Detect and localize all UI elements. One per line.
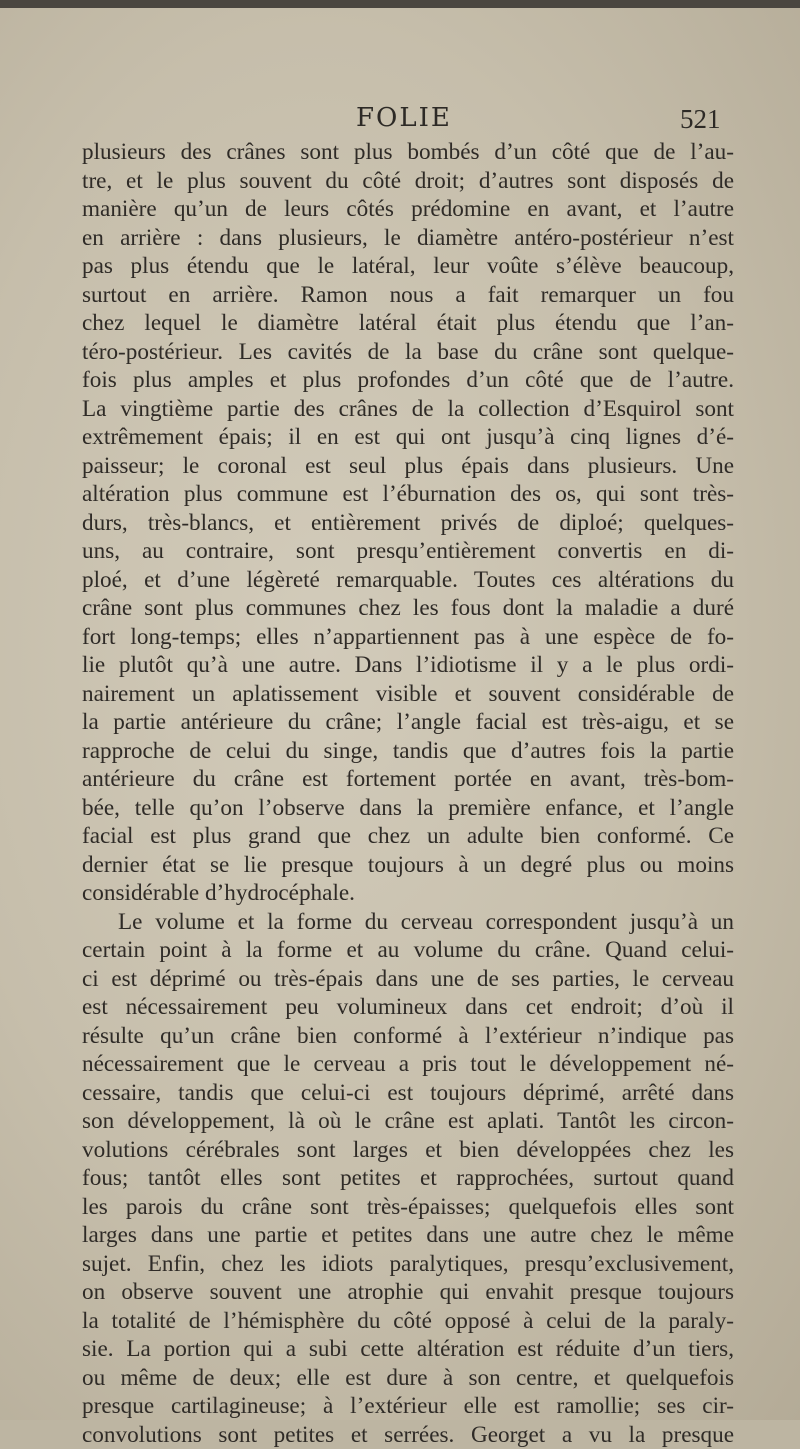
page-header xyxy=(0,103,800,137)
text-line: larges dans une partie et petites dans une autre chez le même xyxy=(82,1221,734,1250)
text-line: bée, telle qu’on l’observe dans la première enfance, et l’angle xyxy=(82,794,734,823)
text-line: certain point à la forme et au volume du crâne. Quand celui- xyxy=(82,936,734,965)
text-line: extrêmement épais; il en est qui ont jusqu’à cinq lignes d’é- xyxy=(82,423,734,452)
top-edge-shadow xyxy=(0,0,800,8)
text-line: chez lequel le diamètre latéral était plus étendu que l’an- xyxy=(82,309,734,338)
text-line: facial est plus grand que chez un adulte bien conformé. Ce xyxy=(82,822,734,851)
text-line: Le volume et la forme du cerveau correspondent jusqu’à un xyxy=(82,908,734,937)
text-line: presque cartilagineuse; à l’extérieur elle est ramollie; ses cir- xyxy=(82,1392,734,1421)
text-line: sujet. Enfin, chez les idiots paralytiques, presqu’exclusivement, xyxy=(82,1250,734,1279)
text-line: paisseur; le coronal est seul plus épais dans plusieurs. Une xyxy=(82,452,734,481)
text-line: ploé, et d’une légèreté remarquable. Toutes ces altérations du xyxy=(82,566,734,595)
text-line: altération plus commune est l’éburnation des os, qui sont très- xyxy=(82,480,734,509)
text-line: pas plus étendu que le latéral, leur voûte s’élève beaucoup, xyxy=(82,252,734,281)
text-line: dernier état se lie presque toujours à un degré plus ou moins xyxy=(82,851,734,880)
text-line: on observe souvent une atrophie qui envahit presque toujours xyxy=(82,1278,734,1307)
text-line: la totalité de l’hémisphère du côté opposé à celui de la paraly- xyxy=(82,1307,734,1336)
text-line: volutions cérébrales sont larges et bien développées chez les xyxy=(82,1136,734,1165)
body-text xyxy=(82,138,734,1449)
text-line: est nécessairement peu volumineux dans cet endroit; d’où il xyxy=(82,993,734,1022)
text-line: fois plus amples et plus profondes d’un côté que de l’autre. xyxy=(82,366,734,395)
text-line: plusieurs des crânes sont plus bombés d’un côté que de l’au- xyxy=(82,138,734,167)
text-line: surtout en arrière. Ramon nous a fait remarquer un fou xyxy=(82,281,734,310)
text-line: convolutions sont petites et serrées. Georget a vu la presque xyxy=(82,1421,734,1449)
text-line: nécessairement que le cerveau a pris tout le développement né- xyxy=(82,1050,734,1079)
text-line: son développement, là où le crâne est aplati. Tantôt les circon- xyxy=(82,1107,734,1136)
running-title: FOLIE xyxy=(356,103,452,133)
text-line: en arrière : dans plusieurs, le diamètre antéro-postérieur n’est xyxy=(82,224,734,253)
text-line: considérable d’hydrocéphale. xyxy=(82,879,734,908)
page-number: 521 xyxy=(680,104,721,135)
text-line: rapproche de celui du singe, tandis que d’autres fois la partie xyxy=(82,737,734,766)
text-line: la partie antérieure du crâne; l’angle facial est très-aigu, et se xyxy=(82,708,734,737)
text-line: nairement un aplatissement visible et souvent considérable de xyxy=(82,680,734,709)
text-line: cessaire, tandis que celui-ci est toujours déprimé, arrêté dans xyxy=(82,1079,734,1108)
text-line: sie. La portion qui a subi cette altération est réduite d’un tiers, xyxy=(82,1335,734,1364)
text-line: les parois du crâne sont très-épaisses; quelquefois elles sont xyxy=(82,1193,734,1222)
text-line: fous; tantôt elles sont petites et rapprochées, surtout quand xyxy=(82,1164,734,1193)
text-line: antérieure du crâne est fortement portée en avant, très-bom- xyxy=(82,765,734,794)
text-line: manière qu’un de leurs côtés prédomine en avant, et l’autre xyxy=(82,195,734,224)
text-line: ci est déprimé ou très-épais dans une de ses parties, le cerveau xyxy=(82,965,734,994)
text-line: téro-postérieur. Les cavités de la base du crâne sont quelque- xyxy=(82,338,734,367)
text-line: lie plutôt qu’à une autre. Dans l’idiotisme il y a le plus ordi- xyxy=(82,651,734,680)
text-line: uns, au contraire, sont presqu’entièrement convertis en di- xyxy=(82,537,734,566)
text-line: La vingtième partie des crânes de la collection d’Esquirol sont xyxy=(82,395,734,424)
text-line: crâne sont plus communes chez les fous dont la maladie a duré xyxy=(82,594,734,623)
text-line: ou même de deux; elle est dure à son centre, et quelquefois xyxy=(82,1364,734,1393)
text-line: résulte qu’un crâne bien conformé à l’extérieur n’indique pas xyxy=(82,1022,734,1051)
text-line: tre, et le plus souvent du côté droit; d’autres sont disposés de xyxy=(82,167,734,196)
text-line: fort long-temps; elles n’appartiennent pas à une espèce de fo- xyxy=(82,623,734,652)
text-line: durs, très-blancs, et entièrement privés de diploé; quelques- xyxy=(82,509,734,538)
